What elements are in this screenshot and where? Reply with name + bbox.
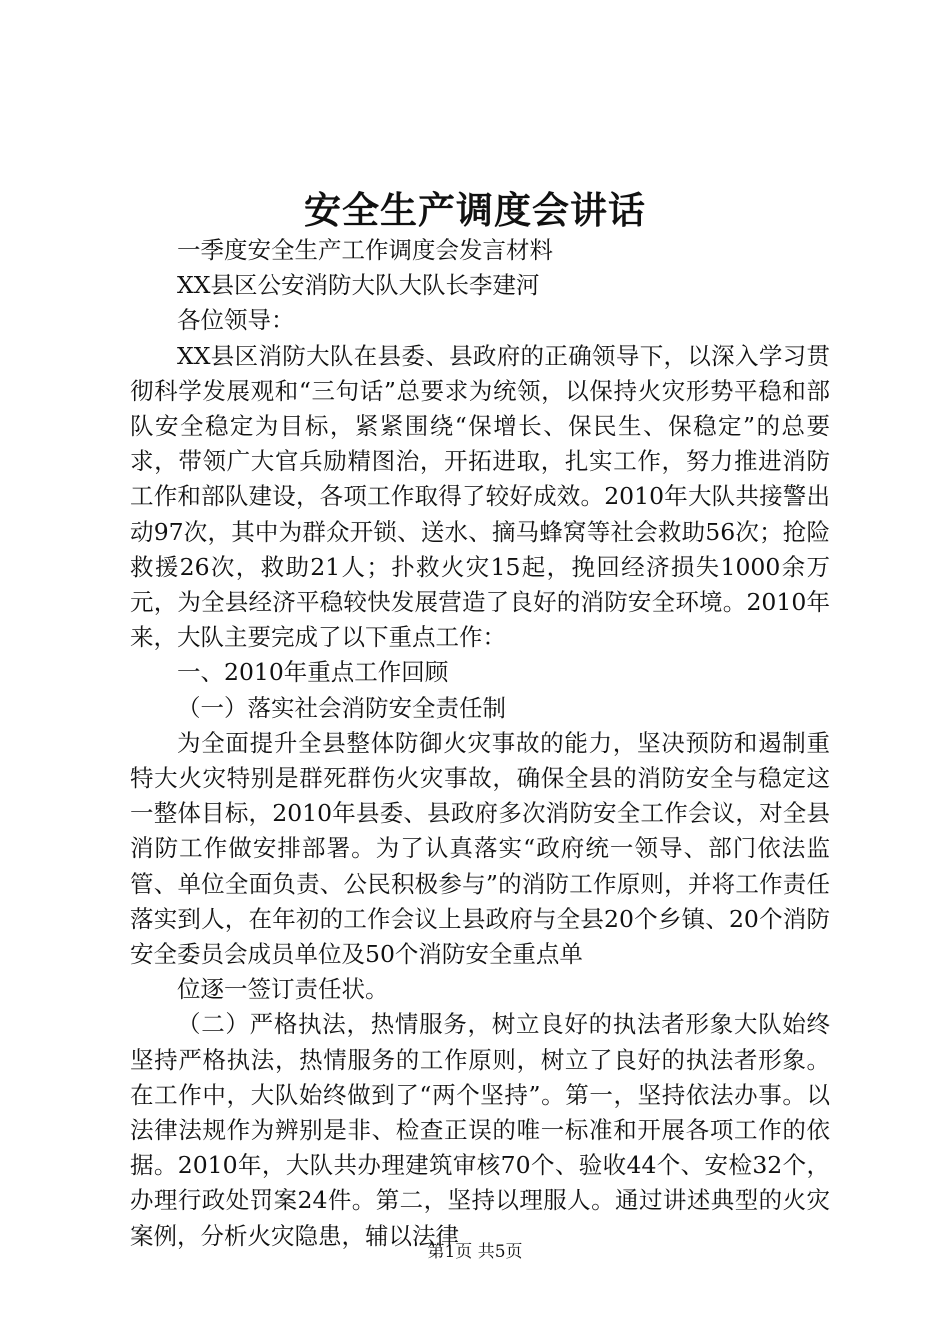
- body-paragraph: XX县区消防大队在县委、县政府的正确领导下，以深入学习贯彻科学发展观和“三句话”总要求为统领，以保持火灾形势平稳和部队安全稳定为目标，紧紧围绕“保增长、保民生、保稳定”的总要求，带领广大官兵励精图治，开拓进取，扎实工作，努力推进消防工作和部队建设，各项工作取得了较好成效。2010年大队共接警出动97次，其中为群众开锁、送水、摘马蜂窝等社会救助56次；抢险救援26次，救助21人；扑救火灾15起，挽回经济损失1000余万元，为全县经济平稳较快发展营造了良好的消防安全环境。2010年来，大队主要完成了以下重点工作：: [130, 341, 830, 652]
- document-body: [130, 233, 830, 1254]
- document-title: 安全生产调度会讲话: [304, 188, 646, 232]
- subtitle-paragraph: 一季度安全生产工作调度会发言材料: [177, 236, 553, 264]
- body-paragraph: 位逐一签订责任状。: [177, 975, 389, 1004]
- speaker-paragraph: XX县区公安消防大队大队长李建河: [177, 271, 540, 300]
- page-footer: 第1页 共5页: [427, 1242, 523, 1262]
- body-paragraph: （二）严格执法，热情服务，树立良好的执法者形象大队始终坚持严格执法，热情服务的工作原则，树立了良好的执法者形象。在工作中，大队始终做到了“两个坚持”。第一，坚持依法办事。以法律法规作为辨别是非、检查正误的唯一标准和开展各项工作的依据。2010年，大队共办理建筑审核70个、验收44个、安检32个，办理行政处罚案24件。第二，坚持以理服人。通过讲述典型的火灾案例，分析火灾隐患，辅以法律: [130, 1010, 830, 1250]
- body-paragraph: 为全面提升全县整体防御火灾事故的能力，坚决预防和遏制重特大火灾特别是群死群伤火灾事故，确保全县的消防安全与稳定这一整体目标，2010年县委、县政府多次消防安全工作会议，对全县消防工作做安排部署。为了认真落实“政府统一领导、部门依法监管、单位全面负责、公民积极参与”的消防工作原则，并将工作责任落实到人，在年初的工作会议上县政府与全县20个乡镇、20个消防安全委员会成员单位及50个消防安全重点单: [130, 728, 830, 969]
- section-heading: 一、2010年重点工作回顾: [177, 658, 449, 687]
- subsection-heading: （一）落实社会消防安全责任制: [177, 693, 506, 722]
- salutation-paragraph: 各位领导：: [177, 306, 295, 335]
